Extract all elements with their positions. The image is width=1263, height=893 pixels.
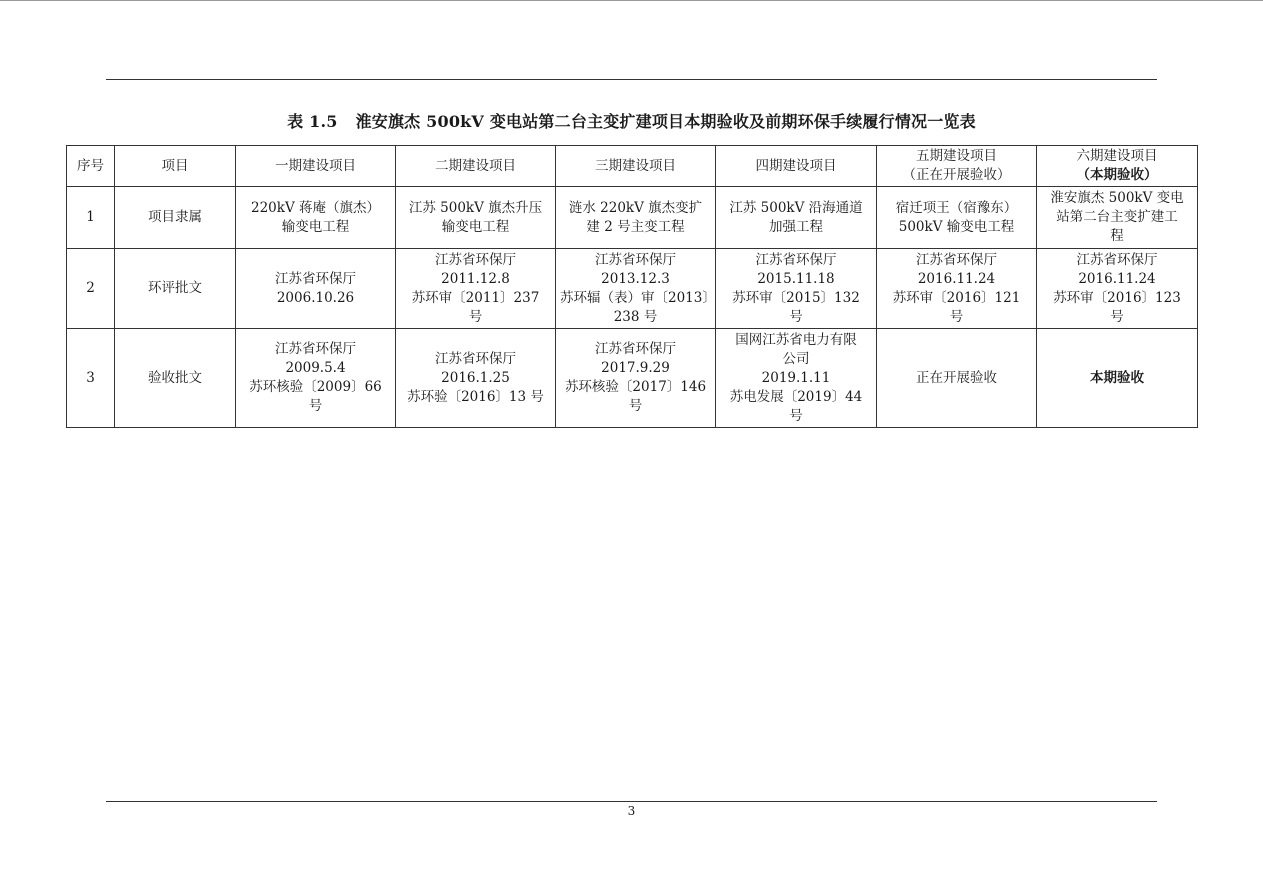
header-phase-5: [877, 146, 1037, 187]
cell-line: 江苏省环保厅: [595, 341, 676, 357]
cell-line: 1: [86, 209, 95, 225]
header-cell-line: （正在开展验收）: [902, 167, 1011, 183]
table-row: [67, 329, 1198, 428]
header-phase-3: [556, 146, 716, 187]
cell-line: 2011.12.8: [441, 270, 510, 287]
table-row: [67, 249, 1198, 329]
cell-phase-1: [236, 187, 396, 249]
cell-line: 号: [789, 308, 803, 325]
cell-line: 正在开展验收: [916, 369, 997, 386]
cell-line: 号: [949, 308, 964, 325]
cell-phase-3: [556, 329, 716, 428]
header-phase-4: [716, 146, 877, 187]
cell-line: 江苏 500kV 旗杰升压: [408, 199, 543, 216]
cell-phase-4: [716, 329, 877, 428]
cell-line: 号: [468, 308, 483, 325]
cell-line: 2017.9.29: [601, 360, 670, 376]
cell-line: 涟水 220kV 旗杰变扩: [568, 199, 703, 216]
cell-line: 2019.1.11: [761, 369, 831, 386]
cell-phase-1: [236, 329, 396, 428]
summary-table: [66, 145, 1198, 428]
cell-line: 2015.11.18: [757, 270, 835, 287]
cell-line: 苏环审〔2016〕123: [1053, 289, 1181, 306]
cell-line: 建 2 号主变工程: [586, 218, 685, 235]
cell-line: 江苏省环保厅: [435, 251, 516, 268]
cell-line: 江苏省环保厅: [916, 251, 997, 268]
cell-line: 站第二台主变扩建工: [1056, 209, 1178, 225]
cell-phase-3: [556, 187, 716, 249]
header-item: [115, 146, 236, 187]
cell-line: 江苏省环保厅: [595, 251, 676, 268]
cell-line: 宿迁项王（宿豫东）: [895, 199, 1018, 216]
cell-line: 淮安旗杰 500kV 变电: [1050, 190, 1184, 206]
footer-rule: [106, 801, 1157, 802]
cell-item: [115, 187, 236, 249]
cell-phase-2: [396, 249, 556, 329]
cell-line: 验收批文: [148, 369, 202, 386]
cell-line: 国网江苏省电力有限: [735, 331, 857, 348]
table-title-text: 淮安旗杰 500kV 变电站第二台主变扩建项目本期验收及前期环保手续履行情况一览表: [355, 112, 976, 131]
header-phase-6: [1037, 146, 1198, 187]
page-top-border: [0, 0, 1263, 1]
cell-line: 号: [628, 398, 643, 414]
header-phase-1: [236, 146, 396, 187]
cell-phase-5: [877, 329, 1037, 428]
cell-line: 输变电工程: [441, 218, 510, 235]
cell-line: 本期验收: [1090, 369, 1144, 386]
cell-line: 程: [1110, 228, 1124, 244]
cell-line: 苏环审〔2011〕237: [411, 289, 540, 306]
cell-line: 公司: [782, 350, 810, 367]
cell-phase-1: [236, 249, 396, 329]
header-cell-line: 四期建设项目: [755, 157, 837, 174]
cell-item: [115, 329, 236, 428]
cell-line: 2006.10.26: [276, 289, 355, 306]
cell-index: [67, 249, 115, 329]
cell-line: 项目隶属: [148, 209, 202, 225]
cell-line: 500kV 输变电工程: [898, 218, 1015, 235]
cell-phase-5: [877, 249, 1037, 329]
cell-line: 苏环辐（表）审〔2013〕: [560, 289, 716, 306]
table-row: [67, 187, 1198, 249]
header-cell-line: 六期建设项目: [1076, 148, 1158, 164]
cell-phase-6: [1037, 329, 1198, 428]
cell-phase-4: [716, 249, 877, 329]
cell-line: 苏环核验〔2017〕146: [564, 379, 707, 395]
cell-line: 号: [1110, 308, 1124, 325]
cell-phase-3: [556, 249, 716, 329]
cell-line: 号: [308, 398, 323, 414]
cell-line: 环评批文: [148, 280, 202, 296]
header-cell-line: 一期建设项目: [275, 157, 356, 174]
header-cell-line: 项目: [161, 157, 189, 174]
table-header-row: [67, 146, 1198, 187]
cell-phase-4: [716, 187, 877, 249]
cell-line: 江苏省环保厅: [275, 270, 356, 287]
cell-line: 苏电发展〔2019〕44: [729, 388, 863, 405]
page-number: 3: [627, 804, 636, 818]
cell-line: 2: [86, 280, 95, 296]
cell-item: [115, 249, 236, 329]
cell-line: 220kV 蒋庵（旗杰）: [251, 199, 380, 216]
cell-line: 号: [789, 407, 803, 424]
cell-line: 苏环核验〔2009〕66: [249, 379, 382, 395]
header-index: [67, 146, 115, 187]
table-body: [67, 187, 1198, 428]
cell-phase-6: [1037, 187, 1198, 249]
table-title-number: 表 1.5: [287, 112, 338, 131]
cell-line: 江苏 500kV 沿海通道: [729, 199, 863, 216]
cell-line: 加强工程: [769, 218, 823, 235]
cell-index: [67, 329, 115, 428]
cell-line: 苏环审〔2015〕132: [732, 289, 860, 306]
cell-phase-2: [396, 329, 556, 428]
cell-line: 江苏省环保厅: [275, 341, 356, 357]
cell-line: 2016.11.24: [1078, 270, 1156, 287]
header-cell-line: （本期验收）: [1076, 167, 1158, 183]
cell-line: 2013.12.3: [601, 270, 670, 287]
cell-line: 3: [86, 369, 95, 386]
cell-line: 江苏省环保厅: [755, 251, 837, 268]
header-cell-line: 五期建设项目: [916, 148, 997, 164]
cell-line: 江苏省环保厅: [435, 350, 516, 367]
cell-line: 江苏省环保厅: [1076, 251, 1158, 268]
cell-line: 2016.11.24: [917, 270, 996, 287]
header-cell-line: 序号: [77, 157, 104, 174]
cell-line: 2016.1.25: [441, 369, 510, 386]
header-cell-line: 三期建设项目: [595, 157, 676, 174]
header-rule: [106, 79, 1157, 80]
cell-line: 238 号: [613, 308, 658, 325]
cell-index: [67, 187, 115, 249]
cell-line: 苏环验〔2016〕13 号: [407, 388, 544, 405]
cell-line: 苏环审〔2016〕121: [892, 289, 1021, 306]
header-cell-line: 二期建设项目: [435, 157, 516, 174]
table-title: [0, 111, 1263, 133]
cell-line: 2009.5.4: [285, 360, 346, 376]
cell-phase-2: [396, 187, 556, 249]
cell-phase-6: [1037, 249, 1198, 329]
cell-phase-5: [877, 187, 1037, 249]
cell-line: 输变电工程: [281, 218, 350, 235]
header-phase-2: [396, 146, 556, 187]
